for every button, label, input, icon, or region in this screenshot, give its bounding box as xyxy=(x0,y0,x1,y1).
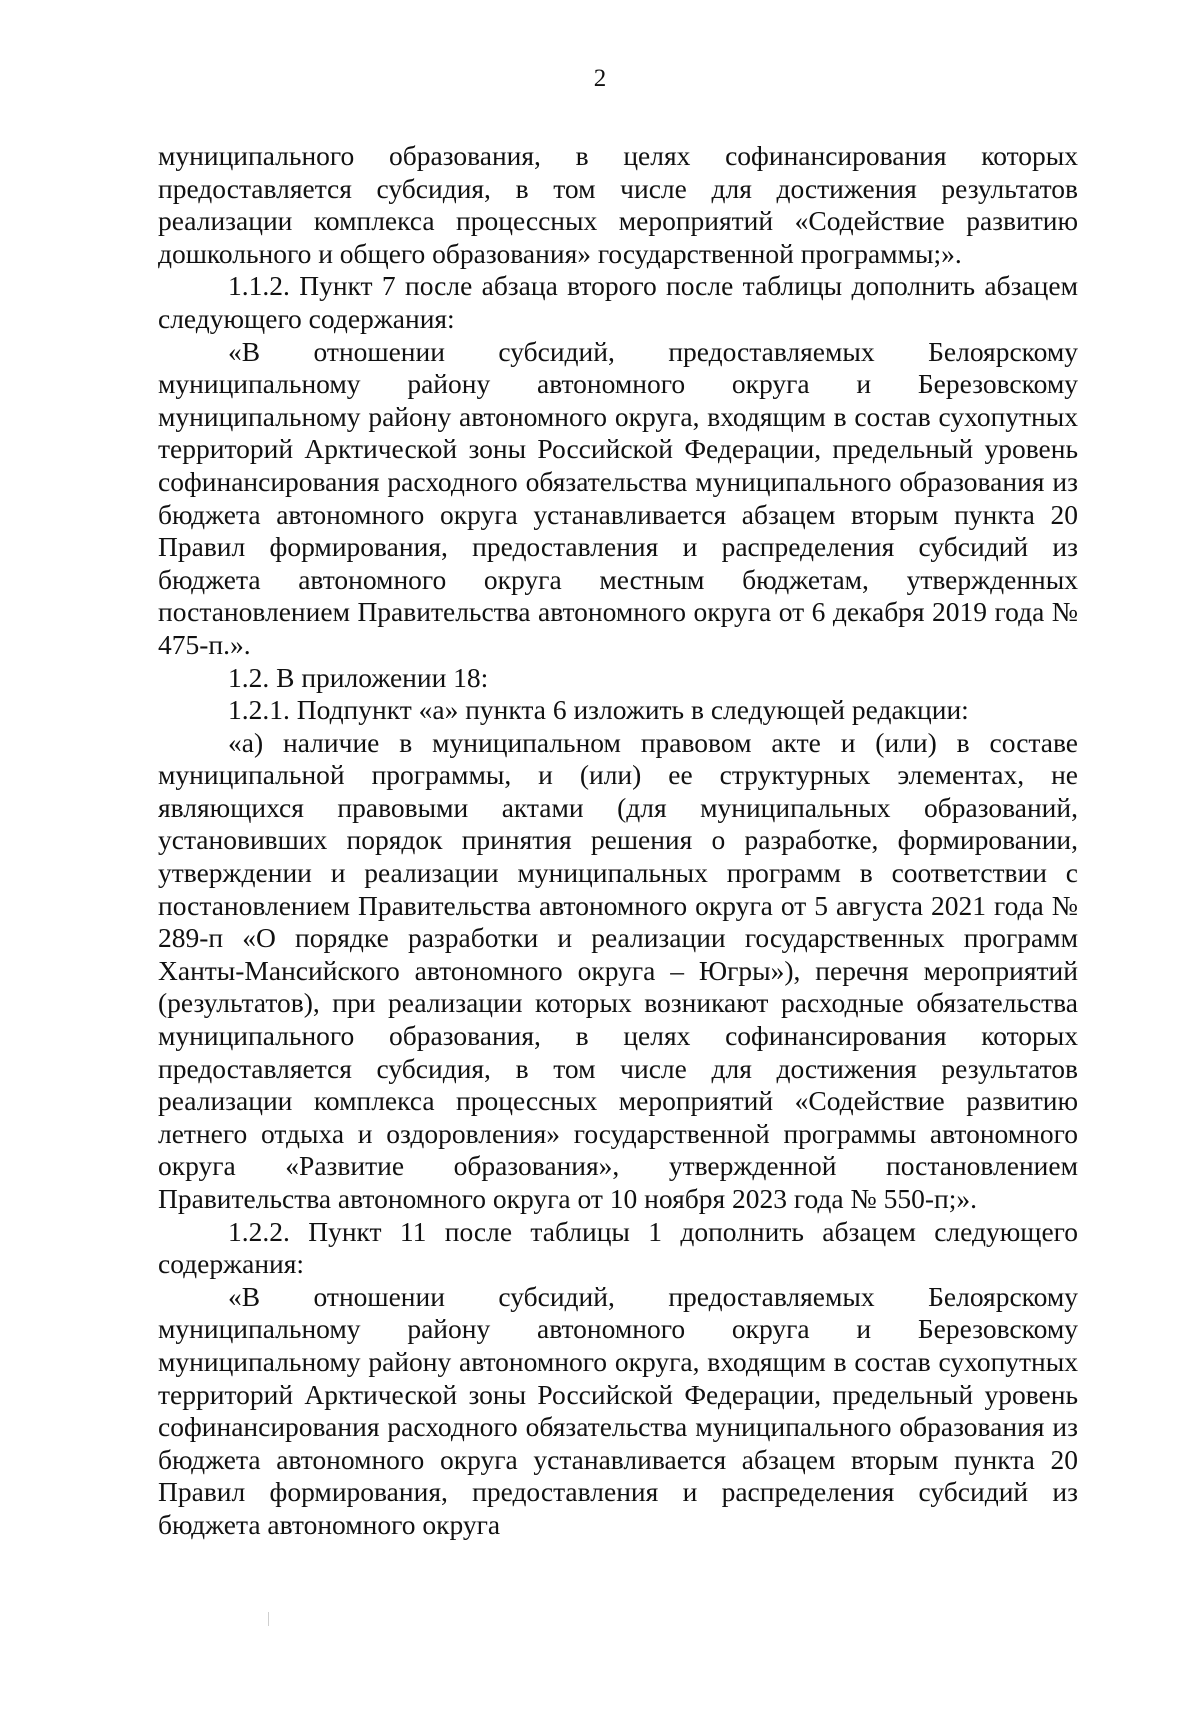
paragraph: 1.2.2. Пункт 11 после таблицы 1 дополнить абзацем следующего содержания: xyxy=(158,1215,1078,1280)
paragraph: муниципального образования, в целях софинансирования которых предоставляется субсидия, в том числе для достижения результатов реализации комплекса процессных мероприятий «Содействие развитию дошкольного и общего образования» государственной программы;». xyxy=(158,140,1078,269)
scan-artifact xyxy=(268,1612,269,1626)
paragraph: 1.1.2. Пункт 7 после абзаца второго после таблицы дополнить абзацем следующего содержания: xyxy=(158,270,1078,334)
paragraph: «В отношении субсидий, предоставляемых Белоярскому муниципальному району автономного округа и Березовскому муниципальному району автономного округа, входящим в состав сухопутных территорий Арктической зоны Российской Федерации, предельный уровень софинансирования расходного обязательства муниципального образования из бюджета автономного округа устанавливается абзацем вторым пункта 20 Правил формирования, предоставления и распределения субсидий из бюджета автономного округа местным бюджетам, утвержденных постановлением Правительства автономного округа от 6 декабря 2019 года № 475-п.». xyxy=(158,335,1078,660)
paragraph: 1.2.1. Подпункт «а» пункта 6 изложить в следующей редакции: xyxy=(228,694,969,726)
document-body xyxy=(158,140,1078,1542)
paragraph: 1.2. В приложении 18: xyxy=(228,661,489,693)
paragraph: «В отношении субсидий, предоставляемых Белоярскому муниципальному району автономного округа и Березовскому муниципальному району автономного округа, входящим в состав сухопутных территорий Арктической зоны Российской Федерации, предельный уровень софинансирования расходного обязательства муниципального образования из бюджета автономного округа устанавливается абзацем вторым пункта 20 Правил формирования, предоставления и распределения субсидий из бюджета автономного округа xyxy=(158,1280,1078,1540)
page-number: 2 xyxy=(593,65,607,92)
paragraph: «а) наличие в муниципальном правовом акте и (или) в составе муниципальной программы, и (или) ее структурных элементах, не являющихся правовыми актами (для муниципальных образований, установивших порядок принятия решения о разработке, формировании, утверждении и реализации муниципальных программ в соответствии с постановлением Правительства автономного округа от 5 августа 2021 года № 289-п «О порядке разработки и реализации государственных программ Ханты-Мансийского автономного округа – Югры»), перечня мероприятий (результатов), при реализации которых возникают расходные обязательства муниципального образования, в целях софинансирования которых предоставляется субсидия, в том числе для достижения результатов реализации комплекса процессных мероприятий «Содействие развитию летнего отдыха и оздоровления» государственной программы автономного округа «Развитие образования», утвержденной постановлением Правительства автономного округа от 10 ноября 2023 года № 550-п;». xyxy=(158,726,1078,1214)
